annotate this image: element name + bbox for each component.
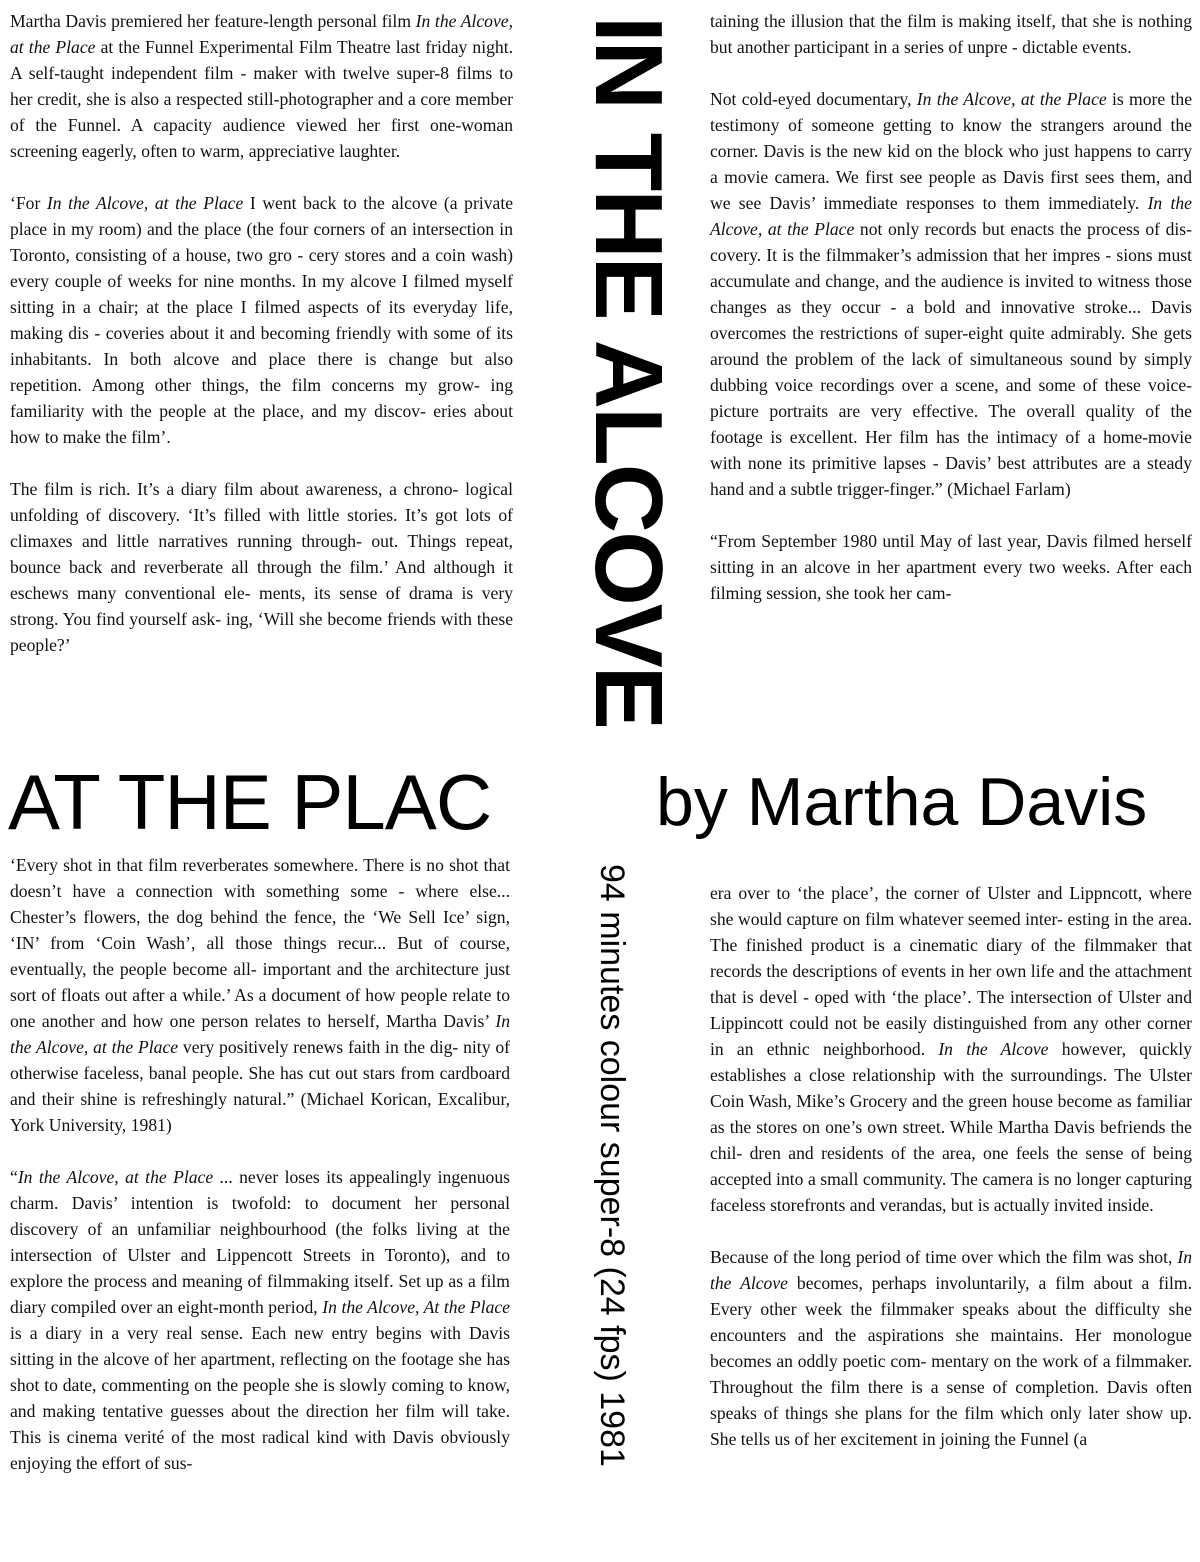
article-column-bottom-left [10,852,510,1476]
paragraph: “In the Alcove, at the Place ... never loses its appealingly ingenuous charm. Davis’ intention is twofold: to document her personal discovery of an unfamiliar neighbourhood (the folks living at the intersection of Ulster and Lippencott Streets in Toronto), and to explore the process and meaning of filmmaking itself. Set up as a film diary compiled over an eight-month period, In the Alcove, At the Place is a diary in a very real sense. Each new entry begins with Davis sitting in the alcove of her apartment, reflecting on the footage she has shot to date, commenting on the people she is slowly coming to know, and making tentative guesses about the direction her film will take. This is cinema verité of the most radical kind with Davis obviously enjoying the effort of sus- [10,1167,510,1473]
paragraph: ‘Every shot in that film reverberates somewhere. There is no shot that doesn’t have a connection with something some - where else... Chester’s flowers, the dog behind the fence, the ‘We Sell Ice’ sign, ‘IN’ from ‘Coin Wash’, all those things recur... But of course, eventually, the people become all- important and the architecture just sort of floats out after a while.’ As a document of how people relate to one another and how one person relates to herself, Martha Davis’ In the Alcove, at the Place very positively renews faith in the dig- nity of otherwise faceless, banal people. She has cut out stars from cardboard and their shine is refreshingly natural.” (Michael Korican, Excalibur, York University, 1981) [10,855,511,1135]
paragraph: Because of the long period of time over which the film was shot, In the Alcove becomes, perhaps involuntarily, a film about a film. Every other week the filmmaker speaks about the difficulty she encounters and the aspirations she maintains. Her monologue becomes an oddly poetic com- mentary on the work of a filmmaker. Throughout the film there is a sense of completion. Davis often speaks of things she plans for the film which only later show up. She tells us of her excitement in joining the Funnel (a [710,1247,1192,1449]
horizontal-title: AT THE PLAC [8,758,492,846]
film-specs: 94 minutes colour super-8 (24 fps) 1981 [593,864,631,1467]
vertical-title: IN THE ALCOVE [575,16,682,728]
paragraph: Martha Davis premiered her feature-length personal film In the Alcove, at the Place at the Funnel Experimental Film Theatre last friday night. A self-taught independent film - maker with twelve super-8 films to her credit, she is also a respected still-photographer and a core member of the Funnel. A capacity audience viewed her first one-woman screening eagerly, often to warm, appreciative laughter. [10,11,513,161]
paragraph: ‘For In the Alcove, at the Place I went back to the alcove (a private place in my room) and the place (the four corners of an intersection in Toronto, consisting of a house, two gro - cery stores and a coin wash) every couple of weeks for nine months. In my alcove I filmed myself sitting in a chair; at the place I filmed aspects of its everyday life, making dis - coveries about it and becoming friendly with some of its inhabitants. In both alcove and place there is change but also repetition. Among other things, the film concerns my grow- ing familiarity with the people at the place, and my discov- eries about how to make the film’. [10,193,514,447]
paragraph: Not cold-eyed documentary, In the Alcove, at the Place is more the testimony of someone getting to know the strangers around the corner. Davis is the new kid on the block who just happens to carry a movie camera. We first see people as Davis first sees them, and we see Davis’ immediate responses to them immediately. In the Alcove, at the Place not only records but enacts the process of dis- covery. It is the filmmaker’s admission that her impres - sions must accumulate and change, and the audience is invited to witness those changes as they occur - a bold and innovative stroke... Davis overcomes the restrictions of super-eight quite admirably. She gets around the problem of the lack of simultaneous sound by simply dubbing voice recordings over a scene, and some of these voice- picture portraits are very effective. The overall quality of the footage is excellent. Her film has the intimacy of a home-movie with none its primitive lapses - Davis’ best attributes are a steady hand and a subtle trigger-finger.” (Michael Farlam) [710,89,1193,499]
paragraph: era over to ‘the place’, the corner of Ulster and Lippncott, where she would capture on film whatever seemed inter- esting in the area. The finished product is a cinematic diary of the filmmaker that records the descriptions of events in her own life and the attachment that is devel - oped with ‘the place’. The intersection of Ulster and Lippincott could not be easily distinguished from any other corner in an ethnic neighborhood. In the Alcove however, quickly establishes a close relationship with the surroundings. The Ulster Coin Wash, Mike’s Grocery and the green house become as familiar as the stores on one’s own street. While Martha Davis befriends the chil- dren and residents of the area, one feels the sense of being accepted into a small community. The camera is no longer capturing faceless storefronts and verandas, but is actually invited inside. [710,883,1192,1215]
byline: by Martha Davis [656,764,1148,840]
paragraph: The film is rich. It’s a diary film about awareness, a chrono- logical unfolding of discovery. ‘It’s filled with little stories. It’s got lots of climaxes and little narratives running through- out. Things repeat, bounce back and reverberate all through the film.’ And although it eschews many conventional ele- ments, its sense of drama is very strong. You find yourself ask- ing, ‘Will she become friends with these people?’ [10,479,513,655]
article-column-bottom-right [710,880,1192,1452]
paragraph: “From September 1980 until May of last year, Davis filmed herself sitting in an alcove in her apartment every two weeks. After each filming session, she took her cam- [710,531,1192,603]
article-column-top-left [10,8,513,658]
article-column-top-right [710,8,1192,606]
paragraph: taining the illusion that the film is making itself, that she is nothing but another participant in a series of unpre - dictable events. [710,11,1192,57]
